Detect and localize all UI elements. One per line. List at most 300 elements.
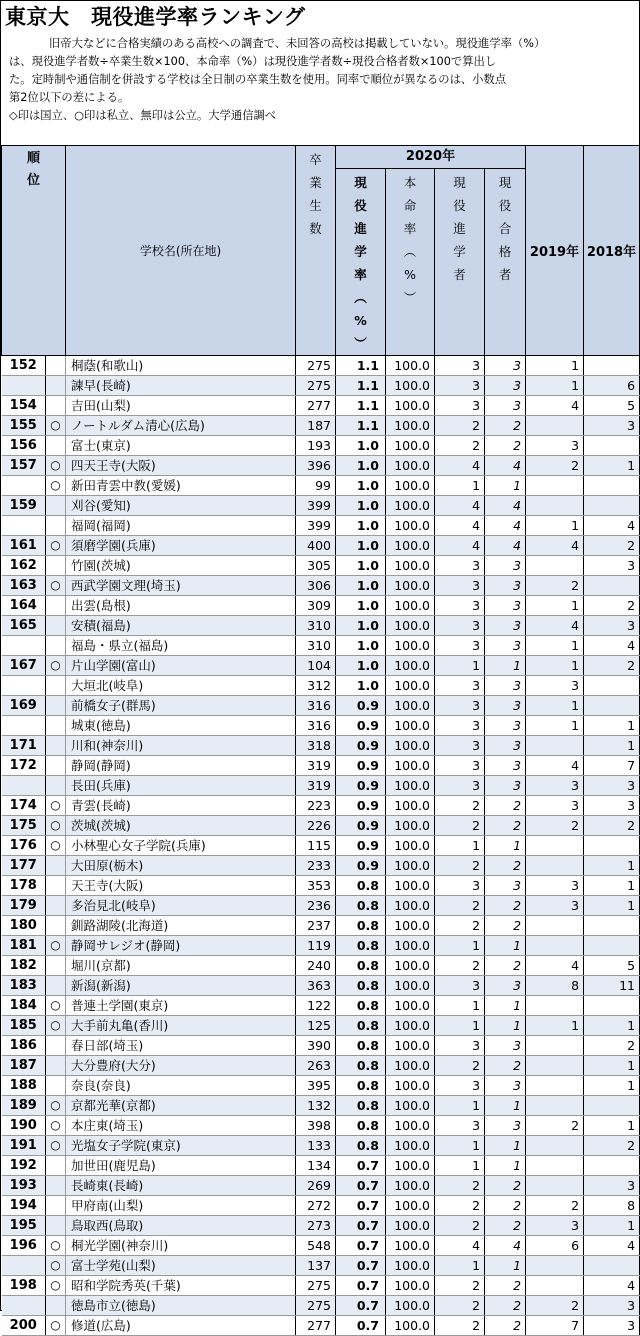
school-name: 茨城(茨城) (66, 816, 296, 836)
school-name: 普連土学園(東京) (66, 996, 296, 1016)
passed-count: 2 (485, 816, 526, 836)
table-row (2, 816, 640, 836)
header-rate (336, 169, 386, 356)
honmei-rate: 100.0 (386, 596, 435, 616)
school-name: 福島・県立(福島) (66, 636, 296, 656)
table-row (2, 516, 640, 536)
enrolled-count: 4 (435, 496, 485, 516)
header-char: 位 (27, 173, 41, 188)
enrolled-count: 2 (435, 436, 485, 456)
school-type-mark (46, 756, 66, 776)
table-row (2, 576, 640, 596)
count-2019 (526, 556, 584, 576)
advancement-rate: 0.7 (336, 1156, 386, 1176)
school-name: 静岡(静岡) (66, 756, 296, 776)
school-name: 富士(東京) (66, 436, 296, 456)
enrolled-count: 3 (435, 376, 485, 396)
honmei-rate: 100.0 (386, 656, 435, 676)
school-name: 京都光華(京都) (66, 1096, 296, 1116)
count-2018 (584, 576, 640, 596)
school-type-mark (46, 696, 66, 716)
honmei-rate: 100.0 (386, 816, 435, 836)
enrolled-count: 2 (435, 1176, 485, 1196)
school-type-mark (46, 916, 66, 936)
enrolled-count: 2 (435, 796, 485, 816)
graduates-count: 316 (296, 696, 336, 716)
count-2018: 1 (584, 1116, 640, 1136)
school-name: 吉田(山梨) (66, 396, 296, 416)
passed-count: 1 (485, 656, 526, 676)
count-2019: 4 (526, 756, 584, 776)
count-2019: 3 (526, 1216, 584, 1236)
honmei-rate: 100.0 (386, 696, 435, 716)
count-2018: 4 (584, 1236, 640, 1256)
school-name: 西武学園文理(埼玉) (66, 576, 296, 596)
graduates-count: 263 (296, 1056, 336, 1076)
school-type-mark (46, 896, 66, 916)
honmei-rate: 100.0 (386, 396, 435, 416)
enrolled-count: 3 (435, 636, 485, 656)
school-name: 光塩女子学院(東京) (66, 1136, 296, 1156)
enrolled-count: 2 (435, 1296, 485, 1316)
advancement-rate: 0.8 (336, 1056, 386, 1076)
graduates-count: 132 (296, 1096, 336, 1116)
graduates-count: 237 (296, 916, 336, 936)
school-name: 鳥取西(鳥取) (66, 1216, 296, 1236)
graduates-count: 240 (296, 956, 336, 976)
enrolled-count: 3 (435, 676, 485, 696)
enrolled-count: 3 (435, 356, 485, 376)
advancement-rate: 1.1 (336, 416, 386, 436)
count-2018 (584, 996, 640, 1016)
school-type-mark (46, 556, 66, 576)
header-char: 生 (309, 198, 322, 213)
rank-cell: 152 (2, 356, 46, 376)
advancement-rate: 0.7 (336, 1296, 386, 1316)
count-2019 (526, 1176, 584, 1196)
honmei-rate: 100.0 (386, 636, 435, 656)
legend-line: ◇印は国立、○印は私立、無印は公立。大学通信調べ (9, 109, 277, 122)
rank-cell: 195 (2, 1216, 46, 1236)
passed-count: 3 (485, 1116, 526, 1136)
table-row (2, 916, 640, 936)
note-line: 旧帝大などに合格実績のある高校への調査で、未回答の高校は掲載していない。現役進学率（%） (49, 37, 546, 50)
graduates-count: 119 (296, 936, 336, 956)
enrolled-count: 3 (435, 876, 485, 896)
header-char: ︵ (403, 244, 417, 259)
rank-cell: 169 (2, 696, 46, 716)
count-2018: 3 (584, 1316, 640, 1336)
honmei-rate: 100.0 (386, 356, 435, 376)
enrolled-count: 2 (435, 856, 485, 876)
rank-cell: 157 (2, 456, 46, 476)
school-type-mark: ○ (46, 536, 66, 556)
passed-count: 2 (485, 856, 526, 876)
count-2018 (584, 436, 640, 456)
ranking-table (1, 145, 640, 1336)
school-name: 徳島市立(徳島) (66, 1296, 296, 1316)
count-2018: 11 (584, 976, 640, 996)
count-2019: 6 (526, 1236, 584, 1256)
passed-count: 3 (485, 736, 526, 756)
school-name: 甲府南(山梨) (66, 1196, 296, 1216)
graduates-count: 318 (296, 736, 336, 756)
passed-count: 3 (485, 776, 526, 796)
advancement-rate: 0.8 (336, 876, 386, 896)
table-row (2, 1016, 640, 1036)
school-type-mark (46, 716, 66, 736)
rank-cell: 162 (2, 556, 46, 576)
enrolled-count: 3 (435, 396, 485, 416)
graduates-count: 236 (296, 896, 336, 916)
enrolled-count: 4 (435, 536, 485, 556)
advancement-rate: 0.9 (336, 756, 386, 776)
advancement-rate: 1.1 (336, 396, 386, 416)
advancement-rate: 0.9 (336, 856, 386, 876)
rank-cell (2, 636, 46, 656)
table-row (2, 736, 640, 756)
honmei-rate: 100.0 (386, 1076, 435, 1096)
honmei-rate: 100.0 (386, 1256, 435, 1276)
school-type-mark: ○ (46, 416, 66, 436)
graduates-count: 269 (296, 1176, 336, 1196)
passed-count: 1 (485, 1016, 526, 1036)
passed-count: 1 (485, 936, 526, 956)
passed-count: 4 (485, 1236, 526, 1256)
graduates-count: 277 (296, 396, 336, 416)
graduates-count: 310 (296, 616, 336, 636)
passed-count: 3 (485, 676, 526, 696)
school-type-mark (46, 636, 66, 656)
honmei-rate: 100.0 (386, 1296, 435, 1316)
school-type-mark (46, 1176, 66, 1196)
passed-count: 3 (485, 396, 526, 416)
school-type-mark (46, 376, 66, 396)
count-2019 (526, 1156, 584, 1176)
passed-count: 1 (485, 476, 526, 496)
school-name: 堀川(京都) (66, 956, 296, 976)
rank-cell: 189 (2, 1096, 46, 1116)
count-2019: 3 (526, 436, 584, 456)
graduates-count: 115 (296, 836, 336, 856)
table-row (2, 556, 640, 576)
table-row (2, 476, 640, 496)
school-type-mark: ○ (46, 816, 66, 836)
school-type-mark: ○ (46, 836, 66, 856)
rank-cell: 161 (2, 536, 46, 556)
advancement-rate: 0.9 (336, 776, 386, 796)
count-2019: 1 (526, 656, 584, 676)
honmei-rate: 100.0 (386, 776, 435, 796)
enrolled-count: 3 (435, 1076, 485, 1096)
graduates-count: 277 (296, 1316, 336, 1336)
count-2019: 4 (526, 956, 584, 976)
passed-count: 3 (485, 376, 526, 396)
enrolled-count: 1 (435, 1096, 485, 1116)
school-type-mark: ○ (46, 1316, 66, 1336)
school-name: 桐蔭(和歌山) (66, 356, 296, 376)
school-type-mark (46, 516, 66, 536)
count-2019: 3 (526, 676, 584, 696)
rank-cell (2, 1256, 46, 1276)
graduates-count: 273 (296, 1216, 336, 1236)
enrolled-count: 2 (435, 816, 485, 836)
header-char: 順 (27, 151, 41, 166)
table-row (2, 1316, 640, 1336)
rank-cell (2, 776, 46, 796)
rank-cell: 182 (2, 956, 46, 976)
school-name: 奈良(奈良) (66, 1076, 296, 1096)
table-row (2, 496, 640, 516)
rank-cell: 175 (2, 816, 46, 836)
page-title: 東京大 現役進学率ランキング (5, 5, 306, 29)
passed-count: 2 (485, 916, 526, 936)
graduates-count: 398 (296, 1116, 336, 1136)
passed-count: 3 (485, 756, 526, 776)
rank-cell: 164 (2, 596, 46, 616)
honmei-rate: 100.0 (386, 756, 435, 776)
rank-cell: 178 (2, 876, 46, 896)
advancement-rate: 1.0 (336, 576, 386, 596)
school-name: 青雲(長崎) (66, 796, 296, 816)
count-2018 (584, 836, 640, 856)
school-type-mark (46, 1196, 66, 1216)
header-passed (485, 169, 526, 356)
count-2018: 1 (584, 1056, 640, 1076)
graduates-count: 395 (296, 1076, 336, 1096)
header-char: ︶ (354, 336, 367, 351)
honmei-rate: 100.0 (386, 556, 435, 576)
count-2018: 3 (584, 796, 640, 816)
passed-count: 4 (485, 496, 526, 516)
school-type-mark (46, 596, 66, 616)
passed-count: 2 (485, 1316, 526, 1336)
school-type-mark: ○ (46, 1116, 66, 1136)
advancement-rate: 0.8 (336, 1096, 386, 1116)
school-name: 多治見北(岐阜) (66, 896, 296, 916)
table-row (2, 996, 640, 1016)
school-name: 竹園(茨城) (66, 556, 296, 576)
header-char: 現 (453, 175, 466, 190)
advancement-rate: 0.7 (336, 1316, 386, 1336)
count-2018: 3 (584, 416, 640, 436)
passed-count: 1 (485, 996, 526, 1016)
graduates-count: 104 (296, 656, 336, 676)
enrolled-count: 3 (435, 596, 485, 616)
table-row (2, 1136, 640, 1156)
header-char: 命 (403, 198, 417, 213)
enrolled-count: 4 (435, 516, 485, 536)
graduates-count: 363 (296, 976, 336, 996)
honmei-rate: 100.0 (386, 536, 435, 556)
graduates-count: 99 (296, 476, 336, 496)
rank-cell: 184 (2, 996, 46, 1016)
passed-count: 2 (485, 1056, 526, 1076)
enrolled-count: 2 (435, 956, 485, 976)
count-2018: 1 (584, 456, 640, 476)
rank-cell: 198 (2, 1276, 46, 1296)
school-name: 新田青雲中教(愛媛) (66, 476, 296, 496)
rank-cell: 155 (2, 416, 46, 436)
count-2018: 3 (584, 556, 640, 576)
count-2018 (584, 676, 640, 696)
passed-count: 3 (485, 696, 526, 716)
school-type-mark: ○ (46, 656, 66, 676)
school-name: 片山学園(富山) (66, 656, 296, 676)
rank-cell: 179 (2, 896, 46, 916)
table-row (2, 836, 640, 856)
table-row (2, 536, 640, 556)
advancement-rate: 1.0 (336, 496, 386, 516)
table-row (2, 596, 640, 616)
header-char: % (404, 267, 416, 282)
passed-count: 3 (485, 716, 526, 736)
honmei-rate: 100.0 (386, 1036, 435, 1056)
graduates-count: 319 (296, 756, 336, 776)
table-row (2, 1096, 640, 1116)
table-row (2, 1176, 640, 1196)
rank-cell: 163 (2, 576, 46, 596)
count-2019 (526, 1076, 584, 1096)
advancement-rate: 0.8 (336, 996, 386, 1016)
school-type-mark (46, 436, 66, 456)
honmei-rate: 100.0 (386, 1016, 435, 1036)
passed-count: 3 (485, 636, 526, 656)
table-row (2, 1056, 640, 1076)
enrolled-count: 1 (435, 1016, 485, 1036)
advancement-rate: 0.9 (336, 716, 386, 736)
enrolled-count: 2 (435, 1316, 485, 1336)
graduates-count: 133 (296, 1136, 336, 1156)
header-char: 現 (498, 175, 512, 190)
school-type-mark (46, 976, 66, 996)
advancement-rate: 0.8 (336, 1136, 386, 1156)
school-type-mark (46, 1076, 66, 1096)
honmei-rate: 100.0 (386, 716, 435, 736)
advancement-rate: 0.7 (336, 1256, 386, 1276)
table-row (2, 1076, 640, 1096)
school-name: 刈谷(愛知) (66, 496, 296, 516)
honmei-rate: 100.0 (386, 896, 435, 916)
passed-count: 2 (485, 1276, 526, 1296)
count-2018 (584, 1256, 640, 1276)
count-2018 (584, 696, 640, 716)
school-name: 加世田(鹿児島) (66, 1156, 296, 1176)
table-row (2, 876, 640, 896)
school-type-mark (46, 396, 66, 416)
count-2019 (526, 836, 584, 856)
passed-count: 3 (485, 976, 526, 996)
advancement-rate: 0.7 (336, 1176, 386, 1196)
table-row (2, 1116, 640, 1136)
count-2018: 2 (584, 596, 640, 616)
rank-cell: 192 (2, 1156, 46, 1176)
header-char: 者 (453, 267, 466, 282)
school-name: 大田原(栃木) (66, 856, 296, 876)
header-enrolled (435, 169, 485, 356)
count-2018: 4 (584, 636, 640, 656)
rank-cell (2, 716, 46, 736)
graduates-count: 319 (296, 776, 336, 796)
header-rank (2, 146, 66, 356)
passed-count: 3 (485, 616, 526, 636)
count-2018: 2 (584, 1136, 640, 1156)
school-type-mark (46, 356, 66, 376)
count-2019: 3 (526, 896, 584, 916)
graduates-count: 275 (296, 1276, 336, 1296)
count-2018: 4 (584, 516, 640, 536)
school-name: 前橋女子(群馬) (66, 696, 296, 716)
advancement-rate: 0.8 (336, 976, 386, 996)
advancement-rate: 0.9 (336, 796, 386, 816)
count-2019: 2 (526, 456, 584, 476)
school-type-mark: ○ (46, 1236, 66, 1256)
rank-cell: 200 (2, 1316, 46, 1336)
advancement-rate: 0.7 (336, 1216, 386, 1236)
header-char: 進 (354, 221, 367, 236)
school-name: 大手前丸亀(香川) (66, 1016, 296, 1036)
note-line: は、現役進学者数÷卒業生数×100、本命率（%）は現役進学者数÷現役合格者数×100で算出し (9, 55, 497, 68)
school-name: 川和(神奈川) (66, 736, 296, 756)
school-name: 桐光学園(神奈川) (66, 1236, 296, 1256)
rank-cell: 180 (2, 916, 46, 936)
school-name: 四天王寺(大阪) (66, 456, 296, 476)
graduates-count: 309 (296, 596, 336, 616)
table-row (2, 776, 640, 796)
school-name: 本庄東(埼玉) (66, 1116, 296, 1136)
rank-cell: 176 (2, 836, 46, 856)
count-2019 (526, 1256, 584, 1276)
passed-count: 3 (485, 596, 526, 616)
honmei-rate: 100.0 (386, 936, 435, 956)
rank-cell: 167 (2, 656, 46, 676)
graduates-count: 400 (296, 536, 336, 556)
count-2019: 4 (526, 536, 584, 556)
rank-cell: 174 (2, 796, 46, 816)
table-row (2, 856, 640, 876)
school-type-mark (46, 1216, 66, 1236)
count-2018: 5 (584, 396, 640, 416)
header-char: ︵ (354, 290, 367, 305)
count-2018: 3 (584, 1296, 640, 1316)
table-row (2, 756, 640, 776)
count-2018 (584, 1156, 640, 1176)
advancement-rate: 1.0 (336, 636, 386, 656)
advancement-rate: 1.1 (336, 356, 386, 376)
count-2019 (526, 1136, 584, 1156)
passed-count: 2 (485, 956, 526, 976)
count-2019: 1 (526, 516, 584, 536)
graduates-count: 226 (296, 816, 336, 836)
school-type-mark (46, 736, 66, 756)
enrolled-count: 3 (435, 976, 485, 996)
school-type-mark (46, 1056, 66, 1076)
enrolled-count: 1 (435, 1156, 485, 1176)
count-2018 (584, 356, 640, 376)
count-2019: 1 (526, 1016, 584, 1036)
count-2019: 2 (526, 816, 584, 836)
header-char: 現 (354, 175, 367, 190)
table-row (2, 1156, 640, 1176)
rank-cell (2, 676, 46, 696)
header-char: 合 (498, 221, 512, 236)
school-name: 小林聖心女子学院(兵庫) (66, 836, 296, 856)
rank-cell: 196 (2, 1236, 46, 1256)
honmei-rate: 100.0 (386, 876, 435, 896)
honmei-rate: 100.0 (386, 516, 435, 536)
honmei-rate: 100.0 (386, 456, 435, 476)
graduates-count: 233 (296, 856, 336, 876)
